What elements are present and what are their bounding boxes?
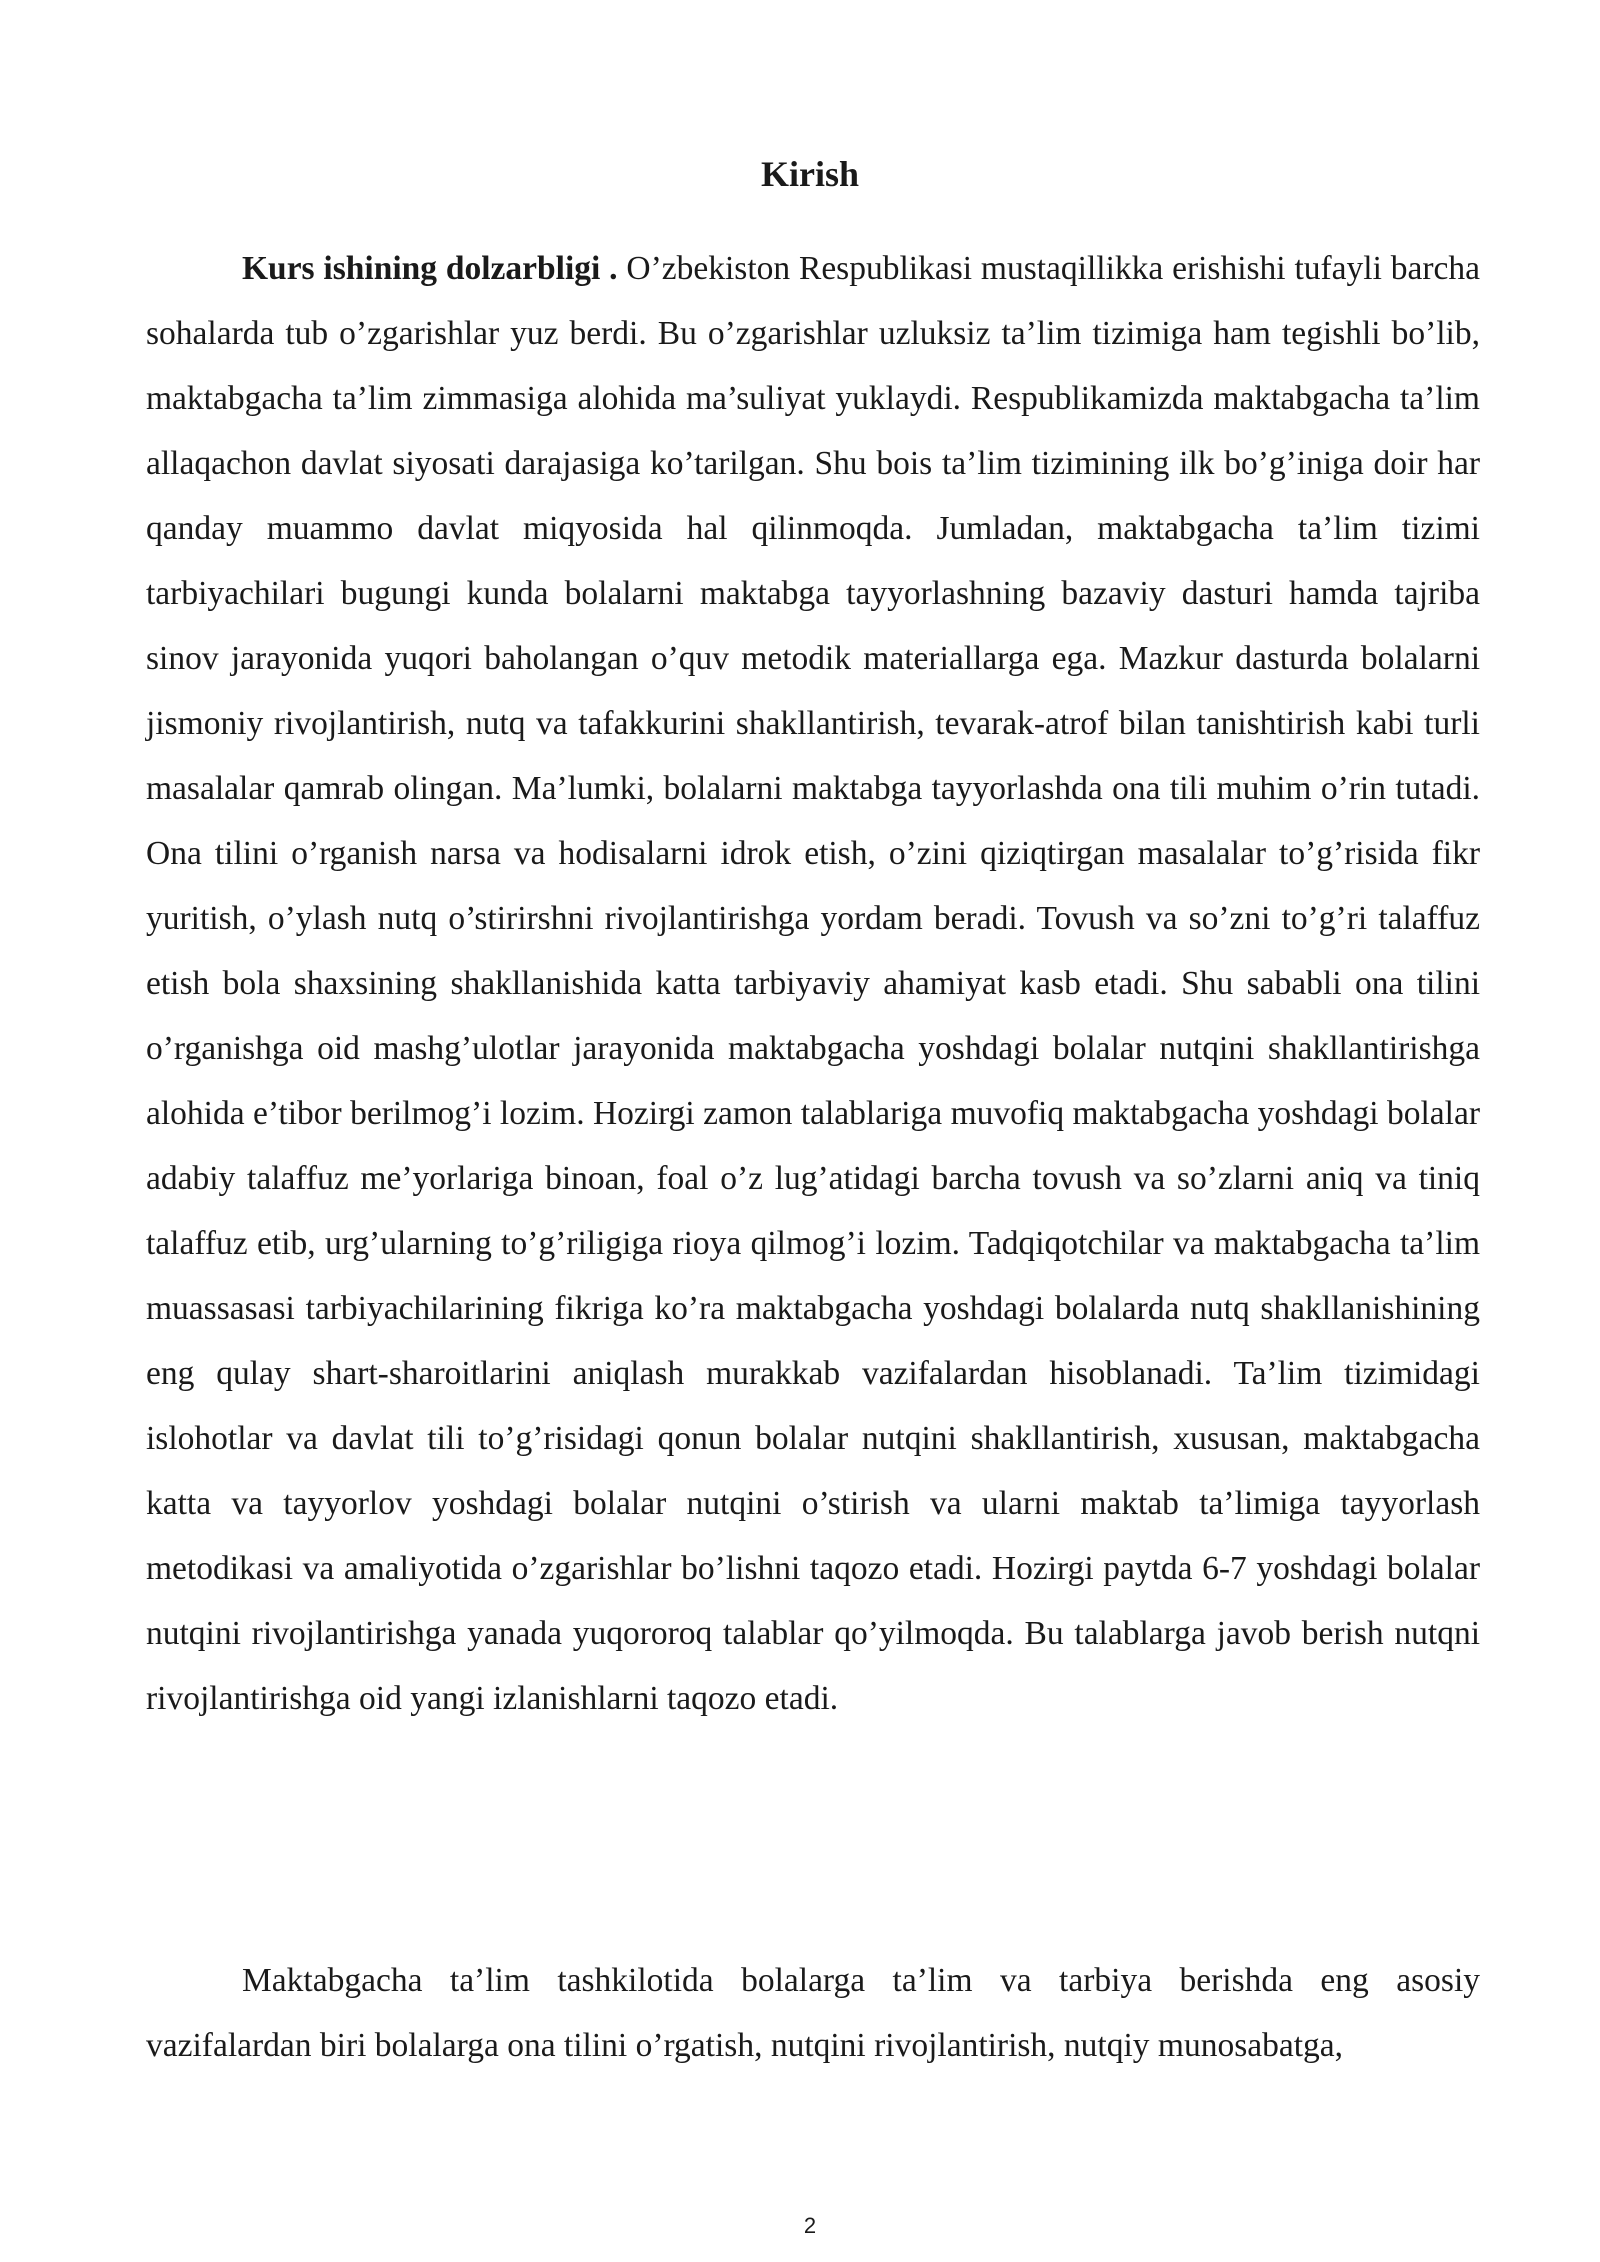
section-heading: Kirish: [760, 154, 859, 194]
paragraph-continuation: Maktabgacha ta’lim tashkilotida bolalarga ta’lim va tarbiya berishda eng asosiy vazifalardan biri bolalarga ona tilini o’rgatish, nutqini rivojlantirish, nutqiy munosabatga,: [146, 1962, 1480, 2064]
paragraph-lead: Kurs ishining dolzarbligi .: [242, 250, 618, 287]
paragraph-relevance: [146, 236, 1480, 1731]
page-number: 2: [803, 2213, 817, 2238]
paragraph-body: O’zbekiston Respublikasi mustaqillikka erishishi tufayli barcha sohalarda tub o’zgarishlar yuz berdi. Bu o’zgarishlar uzluksiz ta’lim tizimiga ham tegishli bo’lib, maktabgacha ta’lim zimmasiga alohida ma’suliyat yuklaydi. Respublikamizda maktabgacha ta’lim allaqachon davlat siyosati darajasiga ko’tarilgan. Shu bois ta’lim tizimining ilk bo’g’iniga doir har qanday muammo davlat miqyosida hal qilinmoqda. Jumladan, maktabgacha ta’lim tizimi tarbiyachilari bugungi kunda bolalarni maktabga tayyorlashning bazaviy dasturi hamda tajriba sinov jarayonida yuqori baholangan o’quv metodik materiallarga ega. Mazkur dasturda bolalarni jismoniy rivojlantirish, nutq va tafakkurini shakllantirish, tevarak-atrof bilan tanishtirish kabi turli masalalar qamrab olingan. Ma’lumki, bolalarni maktabga tayyorlashda ona tili muhim o’rin tutadi. Ona tilini o’rganish narsa va hodisalarni idrok etish, o’zini qiziqtirgan masalalar to’g’risida fikr yuritish, o’ylash nutq o’stirirshni rivojlantirishga yordam beradi. Tovush va so’zni to’g’ri talaffuz etish bola shaxsining shakllanishida katta tarbiyaviy ahamiyat kasb etadi. Shu sababli ona tilini o’rganishga oid mashg’ulotlar jarayonida maktabgacha yoshdagi bolalar nutqini shakllantirishga alohida e’tibor berilmog’i lozim. Hozirgi zamon talablariga muvofiq maktabgacha yoshdagi bolalar adabiy talaffuz me’yorlariga binoan, foal o’z lug’atidagi barcha tovush va so’zlarni aniq va tiniq talaffuz etib, urg’ularning to’g’riligiga rioya qilmog’i lozim. Tadqiqotchilar va maktabgacha ta’lim muassasasi tarbiyachilarining fikriga ko’ra maktabgacha yoshdagi bolalarda nutq shakllanishining eng qulay shart-sharoitlarini aniqlash murakkab vazifalardan hisoblanadi. Ta’lim tizimidagi islohotlar va davlat tili to’g’risidagi qonun bolalar nutqini shakllantirish, xususan, maktabgacha katta va tayyorlov yoshdagi bolalar nutqini o’stirish va ularni maktab ta’limiga tayyorlash metodikasi va amaliyotida o’zgarishlar bo’lishni taqozo etadi. Hozirgi paytda 6-7 yoshdagi bolalar nutqini rivojlantirishga yanada yuqororoq talablar qo’yilmoqda. Bu talablarga javob berish nutqni rivojlantirishga oid yangi izlanishlarni taqozo etadi.: [146, 250, 1480, 1717]
